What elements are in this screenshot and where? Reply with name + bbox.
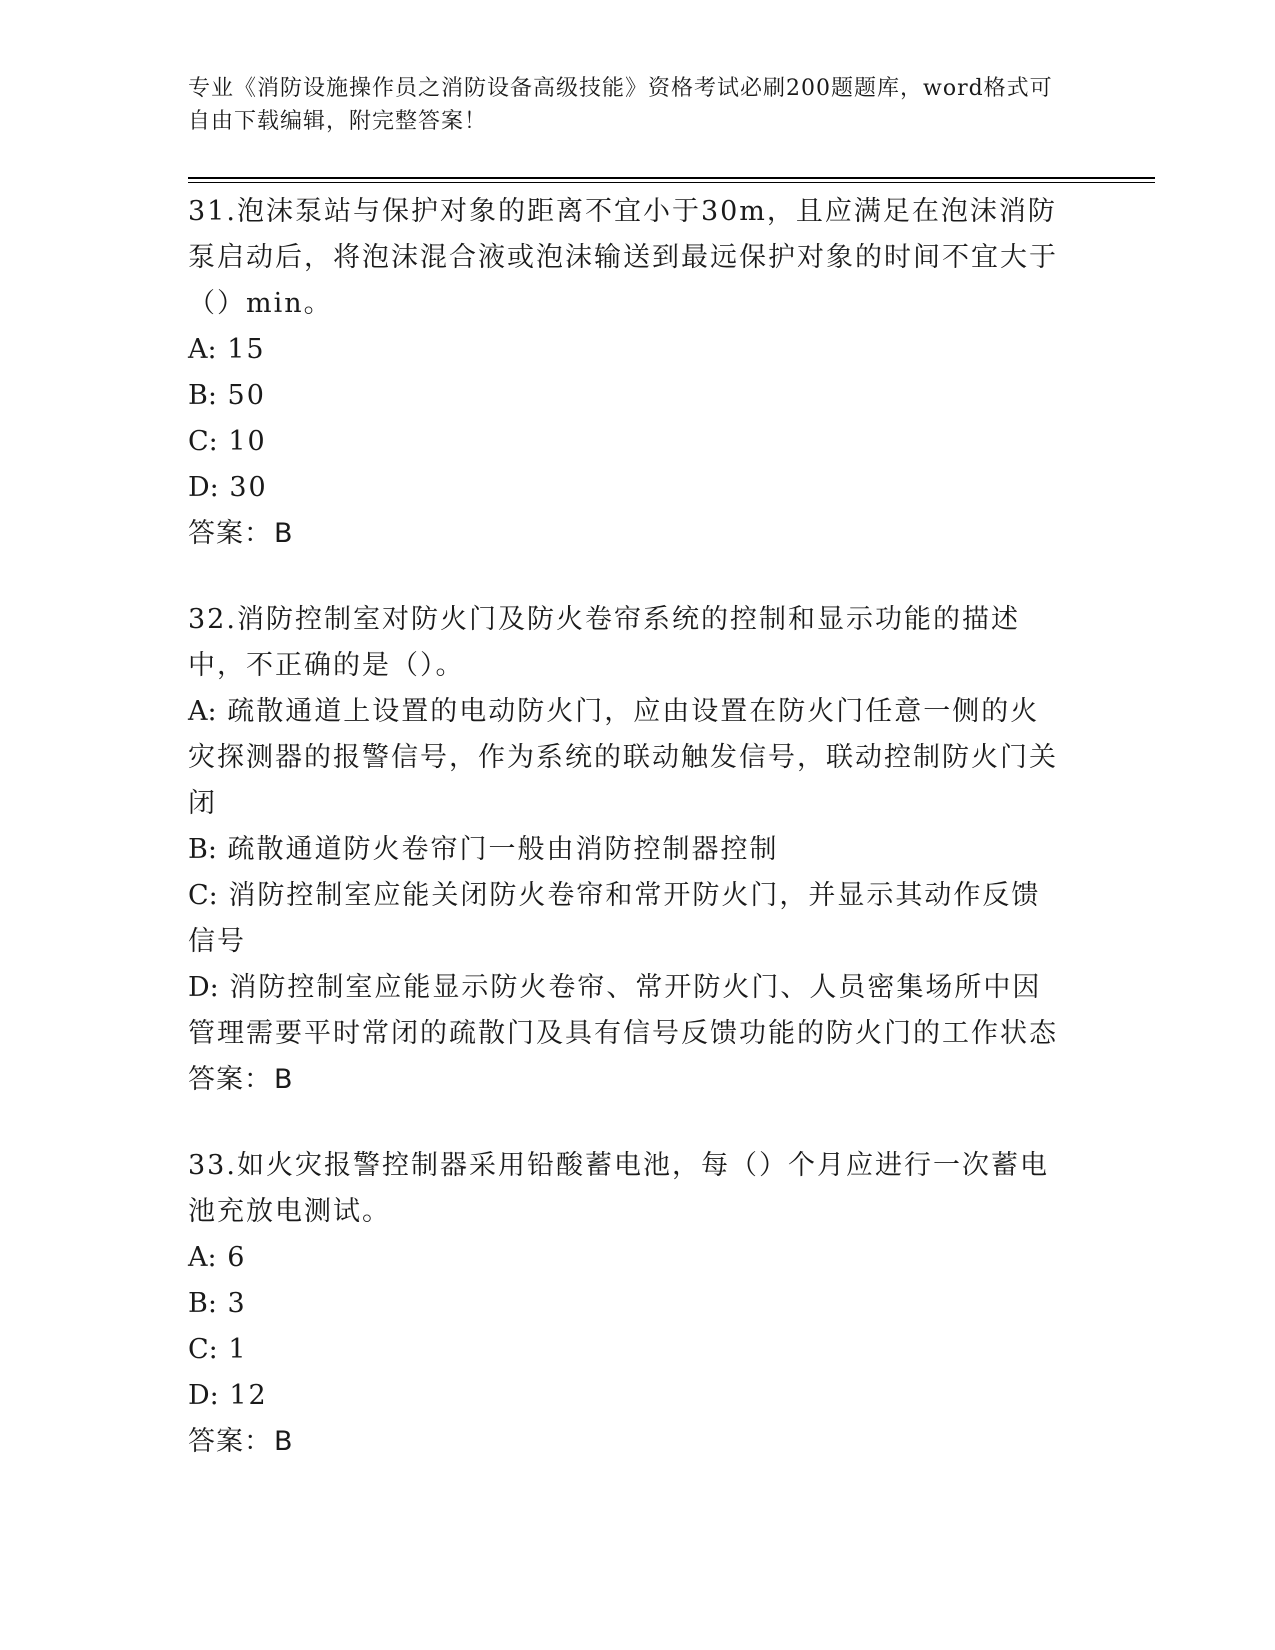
option-label: B: (188, 834, 217, 865)
option-d (188, 965, 1068, 1057)
option-text: 消防控制室应能关闭防火卷帘和常开防火门，并显示其动作反馈信号 (188, 880, 1041, 957)
question-stem: 32.消防控制室对防火门及防火卷帘系统的控制和显示功能的描述中，不正确的是（）。 (188, 604, 1020, 681)
option-text: 消防控制室应能显示防火卷帘、常开防火门、人员密集场所中因管理需要平时常闭的疏散门及具有信号反馈功能的防火门的工作状态 (188, 972, 1058, 1049)
answer-value: B (274, 518, 294, 549)
option-text: 疏散通道上设置的电动防火门，应由设置在防火门任意一侧的火灾探测器的报警信号，作为系统的联动触发信号，联动控制防火门关闭 (188, 696, 1058, 819)
option-label: A: (188, 334, 217, 365)
option-label: D: (188, 472, 219, 503)
option-a (188, 689, 1068, 827)
option-text: 12 (229, 1380, 268, 1411)
question-stem: 31.泡沫泵站与保护对象的距离不宜小于30m，且应满足在泡沫消防泵启动后，将泡沫混合液或泡沫输送到最远保护对象的时间不宜大于（）min。 (188, 196, 1058, 319)
option-c (188, 419, 1068, 465)
option-text: 15 (227, 334, 266, 365)
answer-value: B (274, 1064, 294, 1095)
answer-line (188, 1057, 1068, 1103)
option-label: A: (188, 1242, 217, 1273)
answer-label: 答案： (188, 518, 272, 549)
header-divider-thin (188, 182, 1155, 183)
option-a (188, 327, 1068, 373)
option-label: C: (188, 880, 218, 911)
answer-line (188, 511, 1068, 557)
option-text: 6 (227, 1242, 247, 1273)
option-c (188, 1327, 1068, 1373)
option-d (188, 1373, 1068, 1419)
option-label: B: (188, 380, 217, 411)
option-b (188, 1281, 1068, 1327)
option-label: C: (188, 1334, 218, 1365)
option-b (188, 827, 1068, 873)
question-stem: 33.如火灾报警控制器采用铅酸蓄电池，每（）个月应进行一次蓄电池充放电测试。 (188, 1150, 1049, 1227)
option-d (188, 465, 1068, 511)
option-text: 3 (227, 1288, 247, 1319)
option-label: D: (188, 972, 219, 1003)
option-text: 1 (228, 1334, 248, 1365)
question-list (188, 189, 1068, 1505)
answer-label: 答案： (188, 1426, 272, 1457)
question-31 (188, 189, 1068, 557)
option-text: 30 (229, 472, 268, 503)
question-33 (188, 1143, 1068, 1465)
option-text: 疏散通道防火卷帘门一般由消防控制器控制 (227, 834, 779, 865)
header-text: 专业《消防设施操作员之消防设备高级技能》资格考试必刷200题题库，word格式可自由下载编辑，附完整答案！ (188, 76, 1053, 134)
option-text: 10 (228, 426, 267, 457)
option-label: C: (188, 426, 218, 457)
header-divider-thick (188, 177, 1155, 179)
answer-value: B (274, 1426, 294, 1457)
option-label: D: (188, 1380, 219, 1411)
question-32 (188, 597, 1068, 1103)
option-text: 50 (227, 380, 266, 411)
option-b (188, 373, 1068, 419)
option-c (188, 873, 1068, 965)
option-a (188, 1235, 1068, 1281)
document-header (188, 72, 1068, 138)
option-label: A: (188, 696, 217, 727)
option-label: B: (188, 1288, 217, 1319)
answer-label: 答案： (188, 1064, 272, 1095)
answer-line (188, 1419, 1068, 1465)
